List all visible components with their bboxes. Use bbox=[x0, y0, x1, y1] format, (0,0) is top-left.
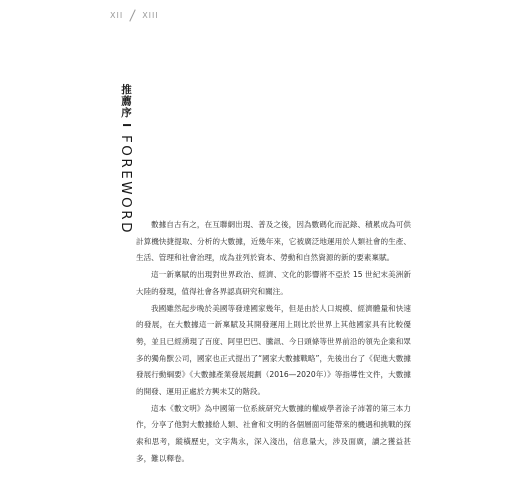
paragraph-4: 這本《數文明》為中國第一位系統研究大數據的權威學者涂子沛著的第三本力作，分享了他對大數據給人類、社會和文明的各個層面可能帶來的機遇和挑戰的探索和思考，縱橫歷史，文字雋永，深入淺出，信息量大，涉及面廣，讀之獲益甚多，難以釋卷。 bbox=[136, 403, 411, 463]
heading-english: FOREWORD bbox=[118, 135, 134, 236]
folio-right-page-number: XIII bbox=[142, 11, 159, 20]
paragraph-3: 我國雖然起步晚於美國等發達國家幾年，但是由於人口規模、經濟體量和快速的發展，在大數據這一新稟賦及其開發運用上則比於世界上其他國家具有比較優勢，並且已經湧現了百度、阿里巴巴、騰訊、今日頭條等世界前沿的領先企業和眾多的獨角獸公司，國家也正式提出了“國家大數據戰略”，先後出台了《促進大數據發展行動綱要》《大數據產業發展規劃（2016—2020年）》等指導性文件，大數據的開發、運用正處於方興未艾的階段。 bbox=[136, 303, 411, 397]
page-folio bbox=[110, 9, 159, 22]
folio-divider bbox=[130, 9, 136, 21]
vertical-heading bbox=[118, 84, 134, 235]
heading-chinese: 推薦序 I bbox=[120, 84, 132, 129]
foreword-body bbox=[136, 217, 411, 468]
paragraph-2: 這一新稟賦的出現對世界政治、經濟、文化的影響將不亞於 15 世紀末美洲新大陸的發現，值得社會各界認真研究和關注。 bbox=[136, 270, 411, 296]
folio-left-page-number: XII bbox=[110, 11, 124, 20]
paragraph-1: 數據自古有之，在互聯網出現、普及之後，因為數碼化而記錄、積累成為可供計算機快捷提取、分析的大數據，近幾年來，它被廣泛地運用於人類社會的生產、生活、管理和社會治理，成為並列於資本、勞動和自然資源的新的要素稟賦。 bbox=[136, 220, 411, 263]
